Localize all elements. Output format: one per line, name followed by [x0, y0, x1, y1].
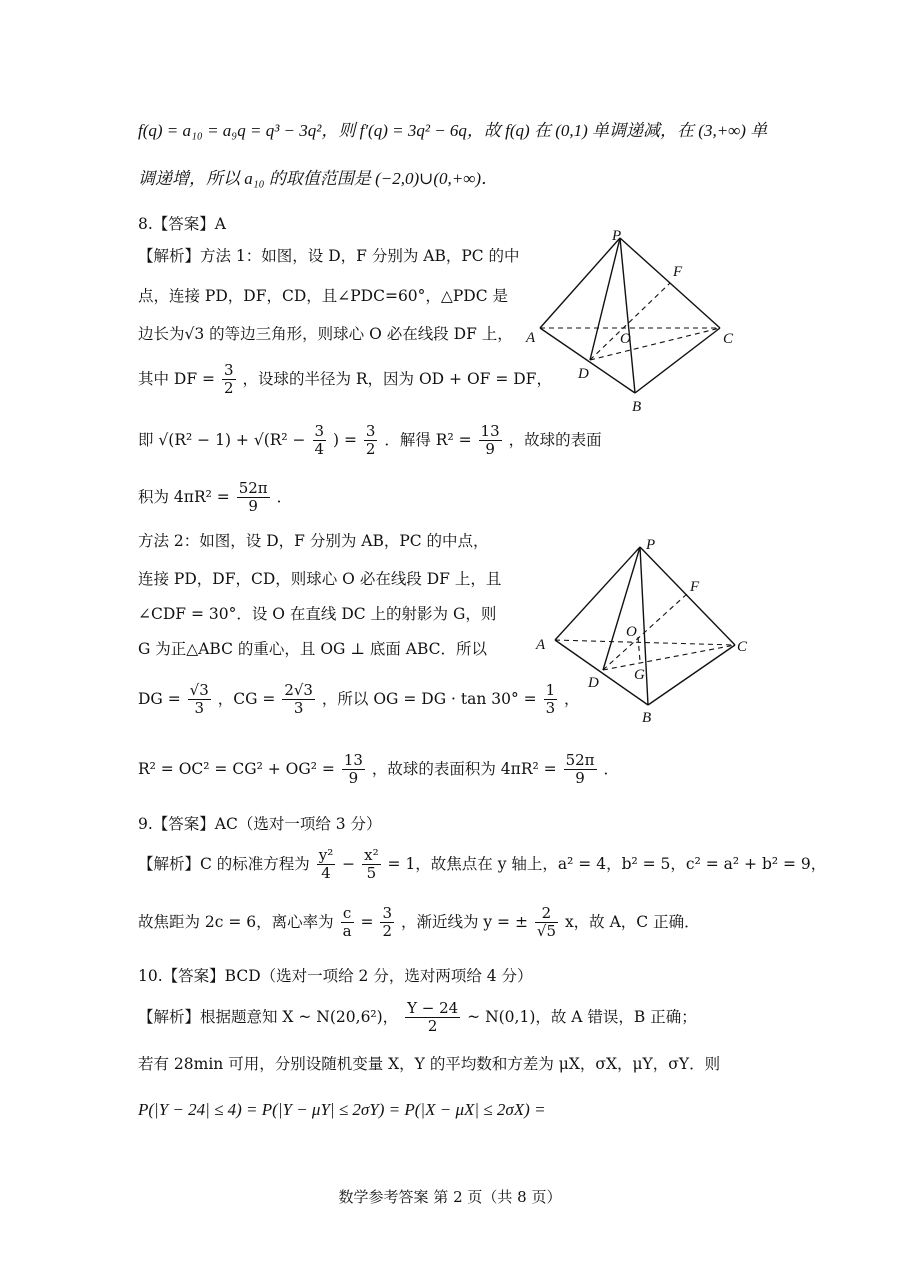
q10-dist-rest: ~ N(0,1)，故 A 错误，B 正确； [467, 1007, 697, 1026]
q8-m2-og-end: ， [564, 689, 580, 708]
q8-m1-eq-part-d: ，故球的表面 [508, 430, 602, 449]
q8-m1-line-4-rest: ，设球的半径为 R，因为 OD + OF = DF， [242, 369, 552, 388]
text-line-1: f(q) = a₁₀ = a₉q = q³ − 3q²，则 f′(q) = 3q² − 6q，故 f(q) 在 (0,1) 单调递减，在 (3,+∞) 单 [138, 121, 768, 140]
q8-m1-eq-part-a: 即 √(R² − 1) + √(R² − [138, 430, 306, 449]
q8-answer: 8.【答案】A [138, 215, 226, 233]
q9-answer: 9.【答案】AC（选对一项给 3 分） [138, 815, 382, 833]
q8-m2-line-3: ∠CDF = 30°．设 O 在直线 DC 上的射影为 G，则 [138, 605, 497, 623]
q8-m1-eq-part-b: ) = [332, 430, 357, 449]
q10-line-3: P(|Y − 24| ≤ 4) = P(|Y − μY| ≤ 2σY) = P(|X − μX| ≤ 2σX) = [138, 1100, 546, 1119]
fraction-normalize: $\frac{Y - 24}{2}$ [407, 999, 459, 1036]
q8-m2-line-6 [138, 752, 619, 788]
q9-eq-rest: = 1，故焦点在 y 轴上，a² = 4，b² = 5，c² = a² + b² = 9， [387, 854, 827, 873]
q8-m1-area-label: 积为 4πR² = [138, 487, 230, 506]
point-D-label: D [588, 675, 599, 691]
q8-m2-area-end: ． [603, 759, 619, 778]
segment-OG [638, 637, 640, 661]
q8-m2-r2-label: R² = OC² = CG² + OG² = [138, 759, 335, 778]
vertex-P-label: P [646, 537, 656, 553]
q8-m1-df-label: 其中 DF = [138, 369, 216, 388]
point-D-label: D [578, 366, 589, 382]
q9-eq-label: 【解析】C 的标准方程为 [138, 854, 310, 873]
q10-line-2: 若有 28min 可用，分别设随机变量 X，Y 的平均数和方差为 μX，σX，μY，σY．则 [138, 1055, 721, 1073]
page-footer: 数学参考答案 第 2 页（共 8 页） [338, 1188, 562, 1206]
fraction-dg: $\frac{√3}{3}$ [189, 681, 209, 718]
vertex-P-label: P [612, 228, 622, 244]
point-F-label: F [690, 579, 700, 595]
q8-m1-line-1: 【解析】方法 1：如图，设 D，F 分别为 AB，PC 的中 [138, 247, 520, 265]
tetrahedron-figure-1 [520, 228, 750, 418]
q8-m2-og-label: ，所以 OG = DG · tan 30° = [321, 689, 537, 708]
q8-m1-line-4 [138, 362, 552, 398]
fraction-cg: $\frac{2√3}{3}$ [284, 681, 313, 718]
fraction-ca: $\frac{c}{a}$ [342, 904, 352, 941]
q8-m1-line-5 [138, 423, 602, 459]
vertex-B-label: B [632, 399, 642, 415]
tetrahedron-figure-2 [530, 535, 760, 725]
q8-m1-line-2: 点，连接 PD，DF，CD，且∠PDC=60°，△PDC 是 [138, 287, 508, 305]
point-G-label: G [634, 667, 645, 683]
q8-m1-eq-part-c: ．解得 R² = [384, 430, 472, 449]
edge-BC [648, 645, 735, 705]
fraction-y2: $\frac{\text{y²}}{4}$ [318, 846, 334, 883]
q10-answer: 10.【答案】BCD（选对一项给 2 分，选对两项给 4 分） [138, 967, 533, 985]
q9-equals: = [360, 912, 374, 931]
q9-line-2 [138, 905, 700, 941]
q9-line-1 [138, 847, 826, 883]
edge-BC [635, 328, 720, 393]
fraction-three-halves: $\frac{3}{2}$ [223, 361, 234, 398]
edge-PA [540, 238, 620, 328]
edge-PD [603, 547, 640, 670]
fraction-area: $\frac{52\pi}{9}$ [238, 479, 268, 516]
fraction-three-quarters: $\frac{3}{4}$ [314, 422, 325, 459]
q10-line-1 [138, 1000, 697, 1036]
q8-m2-dg-label: DG = [138, 689, 181, 708]
q8-m2-cg-label: ，CG = [217, 689, 276, 708]
q8-m2-area-label: ，故球的表面积为 4πR² = [371, 759, 557, 778]
fraction-three-halves-2: $\frac{3}{2}$ [365, 422, 376, 459]
q8-m2-line-5 [138, 682, 580, 718]
vertex-A-label: A [526, 330, 536, 346]
q8-m2-line-1: 方法 2：如图，设 D，F 分别为 AB，PC 的中点， [138, 532, 489, 550]
text-line-2: 调递增，所以 a₁₀ 的取值范围是 (−2,0)∪(0,+∞)． [138, 169, 499, 188]
q8-m2-line-4: G 为正△ABC 的重心，且 OG ⊥ 底面 ABC．所以 [138, 640, 487, 658]
q8-m1-line-3: 边长为√3 的等边三角形，则球心 O 必在线段 DF 上， [138, 325, 513, 343]
vertex-A-label: A [536, 637, 546, 653]
point-F-label: F [673, 264, 683, 280]
q8-m1-line-6 [138, 480, 292, 516]
fraction-thirteen-ninths: $\frac{13}{9}$ [480, 422, 500, 459]
q8-m1-area-end: ． [276, 487, 293, 506]
fraction-asym: $\frac{2}{√5}$ [536, 904, 556, 941]
segment-DC [590, 328, 720, 360]
vertex-B-label: B [642, 710, 652, 725]
edge-PD [590, 238, 620, 360]
point-O-label: O [626, 624, 637, 640]
q8-m2-line-2: 连接 PD，DF，CD，则球心 O 必在线段 DF 上，且 [138, 570, 502, 588]
edge-PB [620, 238, 635, 393]
vertex-C-label: C [723, 331, 734, 347]
fraction-r2: $\frac{13}{9}$ [343, 751, 363, 788]
edge-PC [640, 547, 735, 645]
segment-DC [603, 645, 735, 670]
q10-dist-label: 【解析】根据题意知 X ~ N(20,6²)， [138, 1007, 399, 1026]
q9-minus: − [342, 854, 356, 873]
fraction-area-2: $\frac{52\pi}{9}$ [565, 751, 595, 788]
q9-conclusion: x，故 A，C 正确． [564, 912, 700, 931]
point-O-label: O [620, 331, 631, 347]
fraction-og: $\frac{1}{3}$ [545, 681, 556, 718]
vertex-C-label: C [737, 639, 748, 655]
fraction-ecc: $\frac{3}{2}$ [382, 904, 392, 941]
q9-asym-label: ，渐近线为 y = ± [400, 912, 528, 931]
q9-focal-label: 故焦距为 2c = 6，离心率为 [138, 912, 334, 931]
fraction-x2: $\frac{\text{x²}}{5}$ [364, 846, 379, 883]
